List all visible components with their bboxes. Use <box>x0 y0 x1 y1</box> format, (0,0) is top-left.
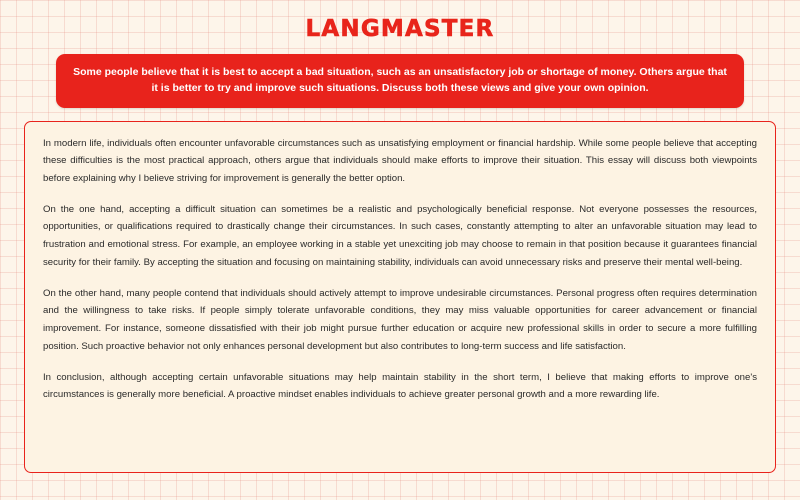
essay-prompt: Some people believe that it is best to accept a bad situation, such as an unsatisfactory job or shortage of money. Others argue that it is better to try and improve such situations. Discuss both these views and give your own opinion. <box>56 54 744 108</box>
essay-paragraph: In modern life, individuals often encounter unfavorable circumstances such as unsatisfying employment or financial hardship. While some people believe that accepting these difficulties is the most practical approach, others argue that individuals should make efforts to improve their situation. This essay will discuss both viewpoints before explaining why I believe striving for improvement is generally the better option. <box>43 137 757 184</box>
essay-paragraph: On the one hand, accepting a difficult situation can sometimes be a realistic and psychologically beneficial response. Not everyone possesses the resources, opportunities, or qualifications required to drastically change their circumstances. In such cases, constantly attempting to alter an unfavorable situation may lead to frustration and emotional stress. For example, an employee working in a stable yet unexciting job may choose to remain in that position because it guarantees financial security for their family. By accepting the situation and focusing on maintaining stability, individuals can avoid unnecessary risks and preserve their mental well-being. <box>43 203 757 268</box>
essay-body <box>24 121 776 473</box>
essay-paragraph: On the other hand, many people contend that individuals should actively attempt to improve undesirable circumstances. Personal progress often requires determination and the willingness to take risks. If people simply tolerate unfavorable conditions, they may miss valuable opportunities for career advancement or financial improvement. For instance, someone dissatisfied with their job might pursue further education or acquire new professional skills in order to secure a more fulfilling position. Such proactive behavior not only enhances personal development but also contributes to long-term success and life satisfaction. <box>43 287 757 352</box>
brand-title: LANGMASTER <box>305 16 495 42</box>
essay-paragraph: In conclusion, although accepting certain unfavorable situations may help maintain stability in the short term, I believe that making efforts to improve one's circumstances is generally more beneficial. A proactive mindset enables individuals to achieve greater personal growth and a more rewarding life. <box>43 371 757 401</box>
